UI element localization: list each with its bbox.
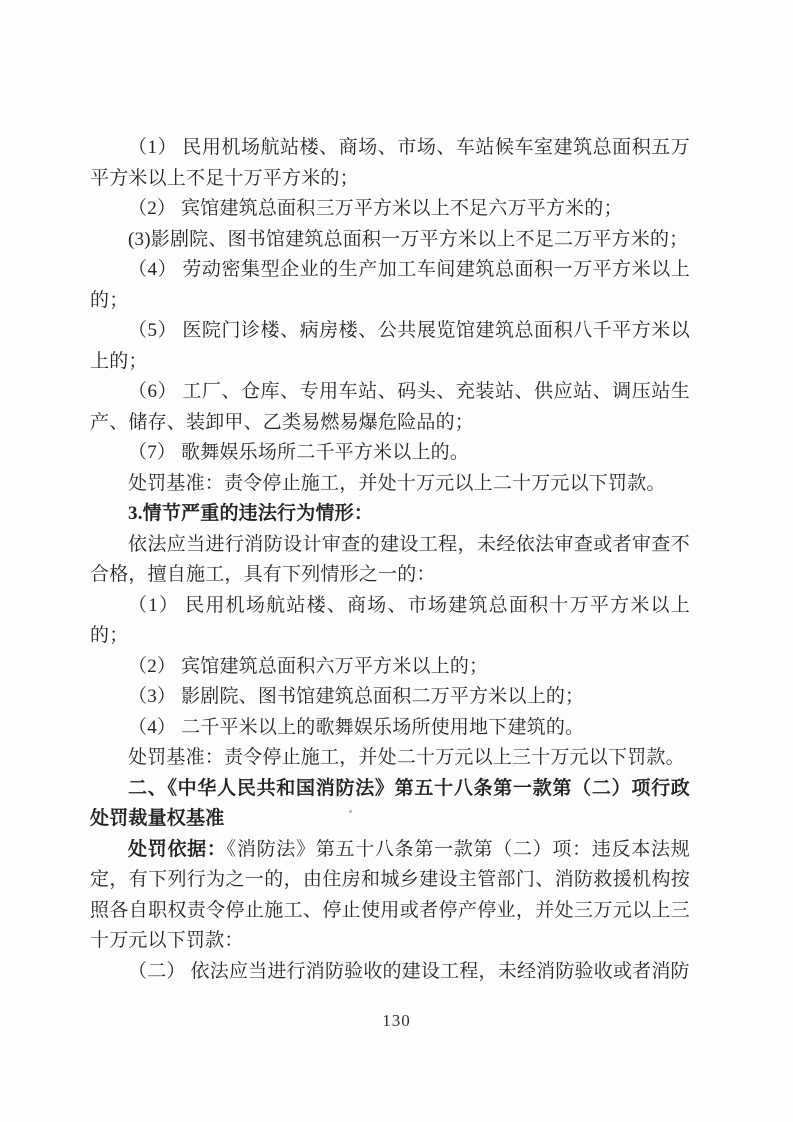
paragraph xyxy=(90,255,690,316)
text-segment: 《消防法》第五十八条第一款第（二）项：违反本法规定，有下列行为之一的，由住房和城乡建设主管部门、消防救援机构按照各自职权责令停止施工、停止使用或者停产停业，并处三万元以上三十万元以下罚款： xyxy=(90,838,690,951)
text-segment: （二） 依法应当进行消防验收的建设工程，未经消防验收或者消防 xyxy=(128,960,690,982)
text-segment: （4） 劳动密集型企业的生产加工车间建筑总面积一万平方米以上的； xyxy=(90,259,690,311)
text-segment: （3） 影剧院、图书馆建筑总面积二万平方米以上的； xyxy=(128,686,585,707)
paragraph xyxy=(90,499,690,530)
heading-segment: 处罚依据： xyxy=(128,838,227,860)
paragraph xyxy=(90,133,690,194)
text-segment: （4） 二千平米以上的歌舞娱乐场所使用地下建筑的。 xyxy=(128,716,585,738)
paragraph xyxy=(90,835,690,957)
text-segment: 处罚基准：责令停止施工，并处十万元以上二十万元以下罚款。 xyxy=(128,472,666,494)
scan-speck xyxy=(349,810,352,813)
paragraph xyxy=(90,713,690,744)
text-segment: （2） 宾馆建筑总面积三万平方米以上不足六万平方米的； xyxy=(128,198,623,219)
paragraph xyxy=(90,652,690,683)
text-segment: （7） 歌舞娱乐场所二千平方米以上的。 xyxy=(128,442,470,463)
paragraph xyxy=(90,957,690,988)
paragraph xyxy=(90,743,690,774)
paragraph xyxy=(90,591,690,652)
paragraph xyxy=(90,194,690,225)
page-number: 130 xyxy=(382,1011,411,1030)
paragraph xyxy=(90,316,690,377)
text-segment: （1） 民用机场航站楼、商场、市场、车站候车室建筑总面积五万平方米以上不足十万平方米的； xyxy=(90,137,690,189)
text-segment: 依法应当进行消防设计审查的建设工程，未经依法审查或者审查不合格，擅自施工，具有下列情形之一的： xyxy=(90,533,690,585)
paragraph xyxy=(90,438,690,469)
text-segment: (3)影剧院、图书馆建筑总面积一万平方米以上不足二万平方米的； xyxy=(128,228,689,250)
heading-segment: 二、《中华人民共和国消防法》第五十八条第一款第（二）项行政处罚裁量权基准 xyxy=(90,777,690,829)
text-segment: （2） 宾馆建筑总面积六万平方米以上的； xyxy=(128,655,489,677)
text-segment: （5） 医院门诊楼、病房楼、公共展览馆建筑总面积八千平方米以上的； xyxy=(90,320,690,372)
paragraph xyxy=(90,530,690,591)
text-segment: （1） 民用机场航站楼、商场、市场建筑总面积十万平方米以上的； xyxy=(90,594,690,646)
page-footer xyxy=(0,1011,793,1031)
paragraph xyxy=(90,682,690,713)
text-segment: 处罚基准：责令停止施工，并处二十万元以上三十万元以下罚款。 xyxy=(128,747,685,768)
paragraph xyxy=(90,225,690,256)
paragraph xyxy=(90,774,690,835)
paragraph xyxy=(90,377,690,438)
text-segment: （6） 工厂、仓库、专用车站、码头、充装站、供应站、调压站生产、储存、装卸甲、乙类易燃易爆危险品的； xyxy=(90,381,690,433)
paragraph xyxy=(90,469,690,500)
document-body xyxy=(90,133,690,987)
heading-segment: 3.情节严重的违法行为情形： xyxy=(128,503,374,524)
